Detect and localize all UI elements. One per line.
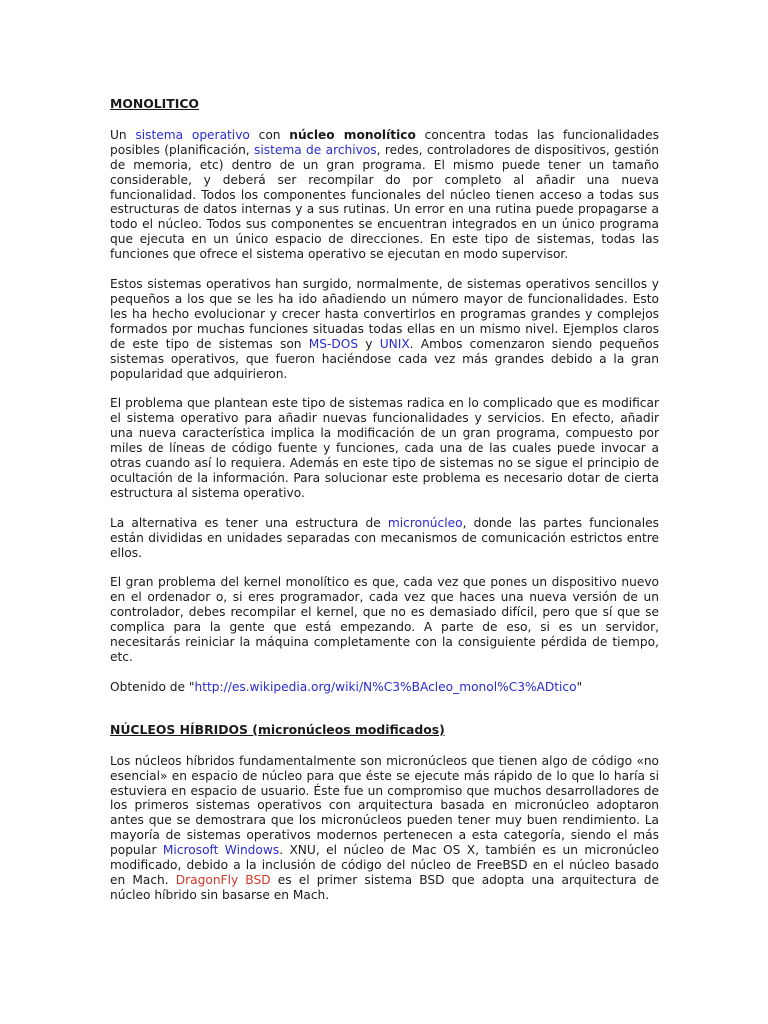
text-span: Estos sistemas operativos han surgido, normalmente, de sistemas operativos sencillos y pequeños a los que se les ha ido añadiendo un número mayor de funcionalidades. Esto les ha hecho evolucionar y crecer hasta convertirlos en programas grandes y complejos formados por muchas funciones situadas todas ellas en un mismo nivel. Ejemplos claros de este tipo de sistemas son <box>110 277 659 351</box>
text-span: La alternativa es tener una estructura de <box>110 515 388 530</box>
text-span: , donde las partes funcionales están divididas en unidades separadas con mecanismos de comunicación estrictos entre ellos. <box>110 515 659 560</box>
bold-nucleo-monolitico: núcleo monolítico <box>289 127 416 142</box>
text-span: y <box>358 336 380 351</box>
section-heading-monolitico: MONOLITICO <box>110 96 199 111</box>
text-span: . XNU, el núcleo de Mac OS X, también es un micronúcleo modificado, debido a la inclusión de código del núcleo de FreeBSD en el núcleo basado en Mach. <box>110 843 659 887</box>
text-span: concentra todas las funcionalidades posibles (planificación, <box>110 127 659 157</box>
link-micronucleo[interactable]: micronúcleo <box>387 515 463 530</box>
text-span: " <box>576 679 583 694</box>
text-span: Obtenido de " <box>110 679 195 694</box>
paragraph-origen <box>110 277 659 381</box>
paragraph-gran-problema: El gran problema del kernel monolítico es que, cada vez que pones un dispositivo nuevo en el ordenador o, si eres programador, cada vez que haces una nueva versión de un controlador, debes recompilar el kernel, que no es demasiado difícil, pero que sí que se complica para la gente que está empezando. A parte de eso, si es un servidor, necesitarás reiniciar la máquina completamente con la consiguiente pérdida de tiempo, etc. <box>110 575 659 664</box>
paragraph-alternativa <box>110 516 659 561</box>
link-microsoft-windows[interactable]: Microsoft Windows <box>162 843 280 858</box>
source-line <box>110 680 659 695</box>
link-sistema-operativo[interactable]: sistema operativo <box>135 127 250 142</box>
text-span: Un <box>110 127 136 142</box>
text-span: es el primer sistema BSD que adopta una arquitectura de núcleo híbrido sin basarse en Mach. <box>110 872 659 902</box>
section-heading-hibridos: NÚCLEOS HÍBRIDOS (micronúcleos modificados) <box>110 721 445 737</box>
text-span: con <box>249 127 290 142</box>
link-wikipedia-source[interactable]: http://es.wikipedia.org/wiki/N%C3%BAcleo_monol%C3%ADtico <box>194 679 577 694</box>
link-dragonfly-bsd[interactable]: DragonFly BSD <box>175 872 271 887</box>
paragraph-hibridos <box>110 754 659 903</box>
link-ms-dos[interactable]: MS-DOS <box>308 336 359 351</box>
text-span: , redes, controladores de dispositivos, gestión de memoria, etc) dentro de un gran programa. El mismo puede tener un tamaño considerable, y deberá ser recompilar do por completo al añadir una nueva funcionalidad. Todos los componentes funcionales del núcleo tienen acceso a todas sus estructuras de datos internas y a sus rutinas. Un error en una rutina puede propagarse a todo el núcleo. Todos sus componentes se encuentran integrados en un único programa que ejecuta en un único espacio de direcciones. En este tipo de sistemas, todas las funciones que ofrece el sistema operativo se ejecutan en modo supervisor. <box>110 142 660 262</box>
text-span: . Ambos comenzaron siendo pequeños sistemas operativos, que fueron haciéndose cada vez más grandes debido a la gran popularidad que adquirieron. <box>110 336 659 381</box>
link-unix[interactable]: UNIX <box>379 336 410 351</box>
document-page <box>110 97 659 903</box>
paragraph-problema: El problema que plantean este tipo de sistemas radica en lo complicado que es modificar el sistema operativo para añadir nuevas funcionalidades y servicios. En efecto, añadir una nueva característica implica la modificación de un gran programa, compuesto por miles de líneas de código fuente y funciones, cada una de las cuales puede invocar a otras cuando así lo requiera. Además en este tipo de sistemas no se sigue el principio de ocultación de la información. Para solucionar este problema es necesario dotar de cierta estructura al sistema operativo. <box>110 396 659 500</box>
paragraph-monolitico-intro <box>110 128 659 262</box>
text-span: Los núcleos híbridos fundamentalmente son micronúcleos que tienen algo de código «no esencial» en espacio de núcleo para que éste se ejecute más rápido de lo que lo haría si estuviera en espacio de usuario. Éste fue un compromiso que muchos desarrolladores de los primeros sistemas operativos con arquitectura basada en micronúcleo adoptaron antes que se demostrara que los micronúcleos pueden tener muy buen rendimiento. La mayoría de sistemas operativos modernos pertenecen a esta categoría, siendo el más popular <box>110 753 659 858</box>
link-sistema-de-archivos[interactable]: sistema de archivos <box>254 142 377 157</box>
